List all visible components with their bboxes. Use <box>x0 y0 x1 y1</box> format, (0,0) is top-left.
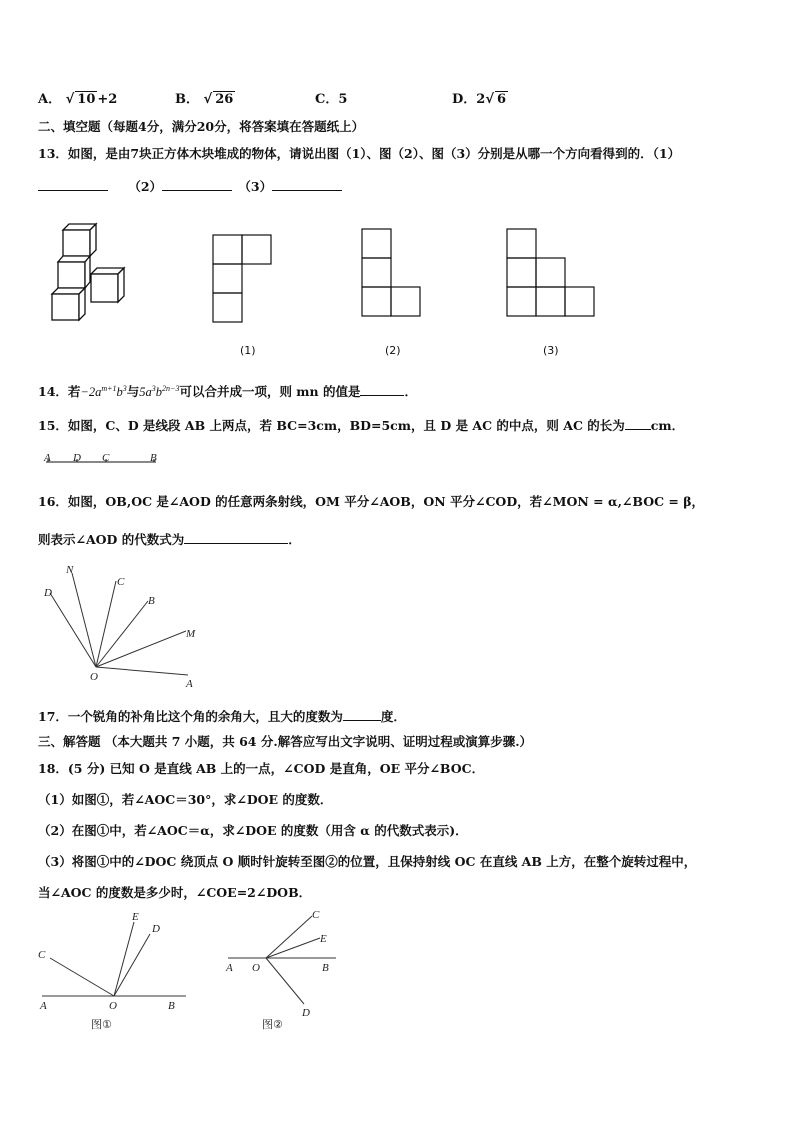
answer-blank <box>184 531 288 544</box>
answer-blank <box>343 708 381 721</box>
point-d-label: D <box>73 452 81 464</box>
figure-2-caption: 图② <box>262 1018 283 1031</box>
ray-d-label: D <box>44 587 52 599</box>
q14-mid: 与 <box>126 384 140 400</box>
q18-part-2: （2）在图①中，若∠AOC＝α，求∠DOE 的度数（用含 α 的代数式表示)． <box>38 823 468 838</box>
q14-term-1-base: −2a <box>80 385 102 400</box>
view-1-figure <box>213 235 273 325</box>
choice-a-radicand: 10 <box>77 92 96 107</box>
ray-a-label: A <box>186 678 193 690</box>
choice-c-label: C． <box>315 92 339 107</box>
choice-d-radicand: 6 <box>497 92 507 107</box>
q18-figure-2 <box>224 904 344 1034</box>
q16-line-2 <box>38 531 301 548</box>
view-2-caption: (2) <box>385 344 401 357</box>
answer-blank <box>38 178 108 191</box>
answer-blank <box>272 178 342 191</box>
ray-n-label: N <box>66 564 74 576</box>
q14-suffix: 可以合并成一项，则 mn 的值是 <box>179 384 361 400</box>
q13-text: 13．如图，是由7块正方体木块堆成的物体，请说出图（1）、图（2）、图（3）分别是从哪一个方向看得到的．（1） <box>38 146 681 161</box>
ray-c-label: C <box>38 949 46 961</box>
choice-d <box>452 88 508 107</box>
view-2-figure <box>362 229 422 319</box>
q13-label-3: （3） <box>238 179 273 194</box>
figure-1-caption: 图① <box>91 1018 112 1031</box>
q17-text <box>38 708 406 725</box>
q18-part-3a: （3）将图①中的∠DOC 绕顶点 O 顺时针旋转至图②的位置，且保持射线 OC 在直线 AB 上方，在整个旋转过程中， <box>38 854 697 869</box>
q14-prefix: 14．若 <box>38 384 81 400</box>
answer-blank <box>625 417 651 430</box>
choice-c-value: 5 <box>338 92 348 107</box>
q14-term-1-bexp: 3 <box>122 384 127 393</box>
ray-d-label: D <box>152 923 160 935</box>
sqrt-sign: √ <box>203 92 213 107</box>
q14-term-2-base: 5a <box>139 385 152 400</box>
q14-text <box>38 381 417 400</box>
point-b-label: B <box>150 452 157 464</box>
q15-body: 15．如图，C、D 是线段 AB 上两点，若 BC=3cm，BD=5cm，且 D 是 AC 的中点，则 AC 的长为 <box>38 418 625 433</box>
view-3-figure <box>507 229 597 319</box>
choice-a-rest: +2 <box>97 92 118 107</box>
answer-blank <box>360 383 404 396</box>
q14-term-1-b: b <box>116 385 123 400</box>
q14-term-2 <box>139 385 179 399</box>
segment-figure <box>44 452 164 474</box>
ray-b-label: B <box>148 595 155 607</box>
ray-d-label: D <box>302 1007 310 1019</box>
ray-c-label: C <box>117 576 125 588</box>
cube-stack-figure <box>48 222 138 322</box>
q14-term-2-b: b <box>155 385 163 400</box>
q18-intro: 18．(5 分) 已知 O 是直线 AB 上的一点，∠COD 是直角，OE 平分∠BOC． <box>38 761 485 776</box>
q14-term-1-exp: m+1 <box>101 384 117 393</box>
point-a-label: A <box>44 452 51 464</box>
q14-term-1 <box>80 385 126 399</box>
section-3-title: 三、解答题 （本大题共 7 小题，共 64 分.解答应写出文字说明、证明过程或演算步骤.） <box>38 734 533 749</box>
q14-term-2-bexp: 2n−3 <box>162 384 180 393</box>
vertex-o-label: O <box>109 1000 117 1012</box>
point-a-label: A <box>40 1000 47 1012</box>
vertex-o-label: O <box>90 671 98 683</box>
q16-line-2-text: 则表示∠AOD 的代数式为 <box>38 532 185 547</box>
q16-line-1: 16．如图，OB,OC 是∠AOD 的任意两条射线，OM 平分∠AOB，ON 平分∠COD，若∠MON = α,∠BOC = β， <box>38 494 705 509</box>
point-c-label: C <box>102 452 110 464</box>
q18-part-3b: 当∠AOC 的度数是多少时，∠COE=2∠DOB． <box>38 885 312 900</box>
section-2-title: 二、填空题（每题4分，满分20分，将答案填在答题纸上） <box>38 119 365 134</box>
ray-c-label: C <box>312 909 320 921</box>
q13-blanks <box>38 178 342 195</box>
point-b-label: B <box>168 1000 175 1012</box>
q14-end: ． <box>404 384 417 400</box>
choice-b <box>175 88 235 107</box>
view-1-caption: (1) <box>240 344 256 357</box>
view-3-caption: (3) <box>543 344 559 357</box>
ray-e-label: E <box>132 911 139 923</box>
q18-figure-1 <box>36 908 196 1038</box>
sqrt-sign: √ <box>485 92 494 107</box>
q15-text <box>38 417 684 434</box>
q16-line-2-end: ． <box>288 532 301 547</box>
sqrt-sign: √ <box>65 92 75 107</box>
choice-d-coef: 2 <box>476 92 486 107</box>
q17-end: 度． <box>380 709 406 724</box>
choice-a <box>38 88 117 107</box>
q14-term-2-exp: 3 <box>151 384 156 393</box>
ray-e-label: E <box>320 933 327 945</box>
angle-rays-figure <box>38 563 208 693</box>
ray-m-label: M <box>186 628 196 640</box>
answer-blank <box>162 178 232 191</box>
choice-d-label: D． <box>452 92 477 107</box>
q17-body: 17．一个锐角的补角比这个角的余角大，且大的度数为 <box>38 709 343 724</box>
choice-b-label: B． <box>175 92 199 107</box>
q18-part-1: （1）如图①，若∠AOC＝30°，求∠DOE 的度数． <box>38 792 333 807</box>
choice-b-radicand: 26 <box>215 92 234 107</box>
q13-label-2: （2） <box>128 179 163 194</box>
point-b-label: B <box>322 962 329 974</box>
q15-end: cm． <box>650 418 685 433</box>
vertex-o-label: O <box>252 962 260 974</box>
choice-a-label: A． <box>38 92 62 107</box>
point-a-label: A <box>226 962 233 974</box>
choice-c <box>315 88 347 107</box>
